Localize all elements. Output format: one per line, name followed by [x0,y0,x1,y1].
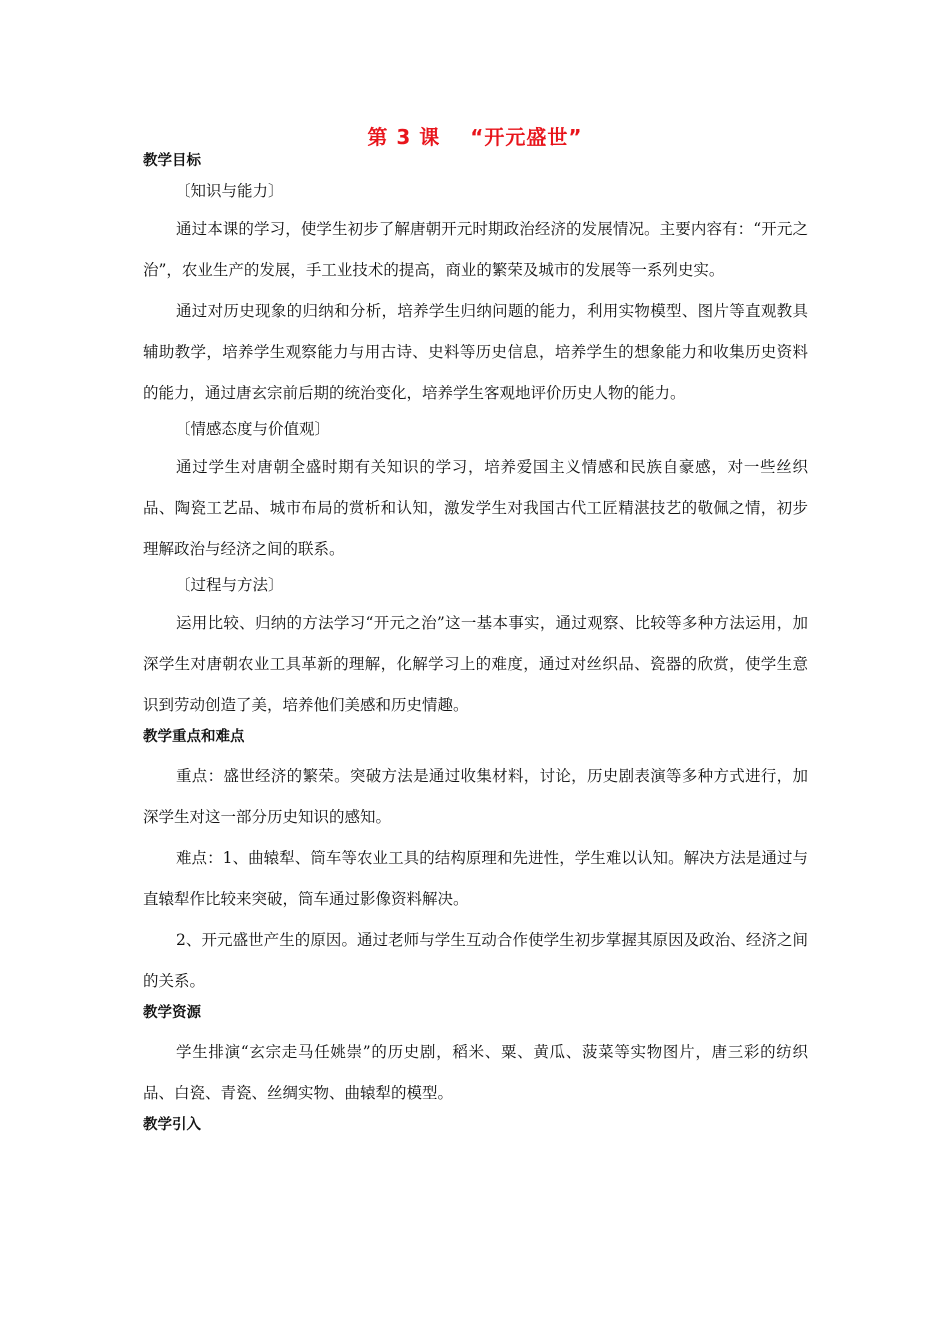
section-heading-objectives: 教学目标 [143,153,201,169]
paragraph-emotion: 通过学生对唐朝全盛时期有关知识的学习，培养爱国主义情感和民族自豪感，对一些丝织品、陶瓷工艺品、城市布局的赏析和认知，激发学生对我国古代工匠精湛技艺的敬佩之情，初步理解政治与经济之间的联系。 [143,458,808,558]
subheading-knowledge: 〔知识与能力〕 [175,182,284,200]
paragraph-difficulty-2: 2、开元盛世产生的原因。通过老师与学生互动合作使学生初步掌握其原因及政治、经济之间的关系。 [143,931,808,990]
paragraph-resources: 学生排演“玄宗走马任姚崇”的历史剧，稻米、粟、黄瓜、菠菜等实物图片，唐三彩的纺织品、白瓷、青瓷、丝绸实物、曲辕犁的模型。 [143,1043,808,1102]
paragraph-knowledge-2: 通过对历史现象的归纳和分析，培养学生归纳问题的能力，利用实物模型、图片等直观教具辅助教学，培养学生观察能力与用古诗、史料等历史信息，培养学生的想象能力和收集历史资料的能力，通过唐玄宗前后期的统治变化，培养学生客观地评价历史人物的能力。 [143,302,808,402]
section-heading-key-points: 教学重点和难点 [143,729,245,745]
title-lesson-number: 第 3 课 [367,125,441,149]
section-heading-resources: 教学资源 [143,1005,201,1021]
page-title [0,123,950,151]
paragraph-process: 运用比较、归纳的方法学习“开元之治”这一基本事实，通过观察、比较等多种方法运用，加深学生对唐朝农业工具革新的理解，化解学习上的难度，通过对丝织品、瓷器的欣赏，使学生意识到劳动创造了美，培养他们美感和历史情趣。 [143,614,808,714]
section-heading-introduction: 教学引入 [143,1117,201,1133]
subheading-emotion: 〔情感态度与价值观〕 [175,420,331,438]
paragraph-focus: 重点：盛世经济的繁荣。突破方法是通过收集材料，讨论，历史剧表演等多种方式进行，加深学生对这一部分历史知识的感知。 [143,767,808,826]
subheading-process: 〔过程与方法〕 [175,576,284,594]
title-lesson-name: “开元盛世” [470,125,583,149]
document-body [143,150,808,1144]
paragraph-difficulty-1: 难点：1、曲辕犁、筒车等农业工具的结构原理和先进性，学生难以认知。解决方法是通过与直辕犁作比较来突破，筒车通过影像资料解决。 [143,849,808,908]
paragraph-knowledge-1: 通过本课的学习，使学生初步了解唐朝开元时期政治经济的发展情况。主要内容有：“开元之治”，农业生产的发展，手工业技术的提高，商业的繁荣及城市的发展等一系列史实。 [143,220,808,279]
